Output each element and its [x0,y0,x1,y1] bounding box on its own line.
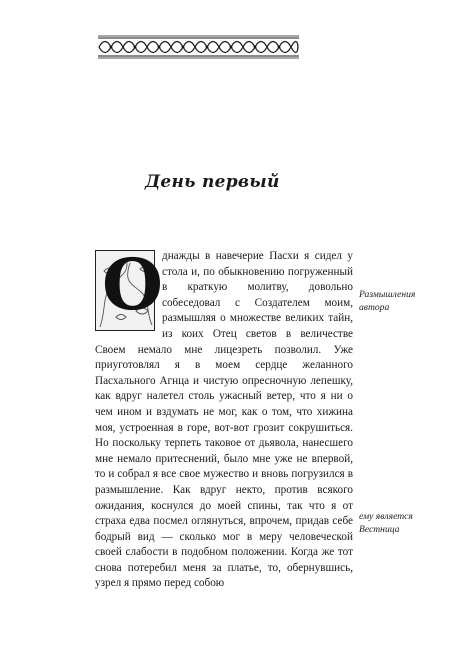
margin-note-line: Размышления [359,289,416,300]
main-text [95,243,353,592]
margin-note [359,289,439,314]
margin-note-line: автора [359,301,390,313]
chapter-title: День первый [145,172,280,192]
illuminated-dropcap [95,243,163,331]
margin-note-line: ему является [359,511,413,522]
paragraph-text: днажды в навечерие Пасхи я сидел у стола и, по обыкновению погруженный в краткую молитву, довольно собеседовал с Создателем моим, размышляя о множестве великих тайн, из коих Отец светов в величестве Своем немало мне лицезреть позволил. Уже приуготовлял я в моем сердце желанного Пасхального Агнца и чистую опресночную лепешку, как вдруг налетел столь ужасный ветер, что я ни о чем ином и вздумать не мог, как о том, что хижина моя, устроенная в горе, вот-вот грозит сокрушиться. Но поскольку терпеть таковое от дьявола, нанесшего мне немало притеснений, было мне уже не впервой, то и собрал я все свое мужество и вновь погрузился в размышление. Как вдруг некто, против всякого ожидания, коснулся до моей спины, так что я от страха едва посмел оглянуться, впрочем, придав себе бодрый вид — сколько мог в меру человеческой своей слабости в подобном положении. Когда же тот снова потеребил меня за платье, то, обернувшись, узрел я прямо перед собою [95,250,353,590]
dropcap-letter: О [102,243,163,326]
knotwork-border-icon [97,34,300,60]
margin-note [359,511,439,536]
margin-note-line: Вестница [359,523,400,535]
